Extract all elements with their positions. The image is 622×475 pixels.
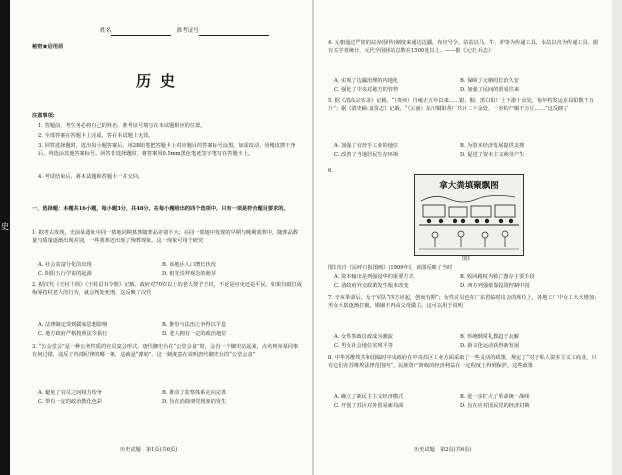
option: A. 确立了新民主主义经济模式 (334, 394, 404, 400)
question-stem: 8. 中华苏维埃共和国临时中央政府在中央苏区工业方面采取了一些灵活的政策，规定了“对于私人资本主义工商业，只有它们在苏维埃法律范围内”。民族资产阶级的经济利益在一定程度上得到保护。这些政策 (328, 355, 597, 369)
question-stem: 3. “公会堂会”是一种公务性质的官员宴会形式。唐代御史台在“公堂会食”时，会有一个御史站起来，点名列举某同事有何过错，违反了内部纪律的哪一条，这就是“弹劾”。这一制度意在说明唐代御史台的“公堂会食” (32, 344, 299, 358)
option: B. 为资本经济发展提供支撑 (460, 143, 525, 149)
option: D. 加强了民间的贸易往来 (460, 87, 520, 93)
notes-title: 注意事项: (32, 113, 55, 119)
option: A. 女性参政议政成为潮流 (334, 334, 393, 340)
option: A. 社会贫富分化的出现 (38, 262, 92, 268)
option: D. 旨在应对国民党的经济封锁 (460, 403, 530, 409)
option: C. 男女社会地位实现平等 (334, 343, 393, 349)
note-item: 2. 全部答案在答题卡上完成，答在本试题上无效。 (38, 133, 154, 139)
cartoon-illustration (415, 175, 523, 255)
option: A. 法律制定受到儒家思想影响 (38, 322, 108, 328)
question-stem: 5. 据《清高宗实录》记载，“（贵州）自雍正五年以来……银、铜、黑白铅厂上下游十余处，每年约发运京局铅数千万斤”；据《清史稿·食货志》记载，“（云南）东川铜铅各厂共计二十余处，一岁约产铜千万斤……”这反映了 (328, 98, 595, 112)
option: D. 西方列强依靠投资控制中国 (460, 283, 530, 289)
question-stem: 6. (328, 168, 333, 174)
option: A. 资本输出是列强侵华的重要方式 (334, 274, 414, 280)
option: C. 开创了苏区对外贸易新局面 (334, 403, 404, 409)
option: D. 促进了资本主义萌芽产生 (460, 152, 525, 158)
question-stem: 2. 据汉代《王杖十简》《王杖诏书令册》记载，政府对70岁以上的老人授予王杖，不论是官吏还是平民，如果有殴打或侮辱持杖老人的行为，就会判处死刑，这反映了汉代 (32, 282, 302, 296)
option: A. 避免了官员之间权力纷争 (38, 390, 103, 396)
option: D. 旨在消除朋党现象的发生 (162, 399, 227, 405)
secret-label: 秘密★启用前 (32, 44, 64, 50)
option: B. 进一步扩大了革命统一战线 (460, 394, 530, 400)
option: C. 强化了中央对地方的管控 (334, 87, 399, 93)
right-edge-strip (612, 0, 622, 475)
question-stem: 4. 元朝通过严密的站赤(驿传)制度来通达边疆，布官号令。站站以马、牛、驴等为传递工具，水站以舟为传递工具。据有关学者统计，元代全国驿站总数在1500处以上。——据《元史·兵志》 (328, 40, 599, 54)
option: C. 带有一定的政治教化色彩 (38, 399, 103, 405)
name-label: 姓名 (100, 28, 112, 34)
option: B. 推动了监察体系走向完善 (162, 390, 227, 396)
cartoon-figure (414, 174, 524, 256)
option: D. 老人拥有一定的政治地位 (162, 331, 227, 337)
left-black-bar (0, 0, 10, 475)
option: D. 祖先崇拜观念的萌芽 (162, 271, 216, 277)
page-footer: 历史试题 第2页(共6页) (414, 447, 472, 453)
option: C. 清政府外交政策发生根本改变 (334, 283, 409, 289)
option: D. 新文化运动获得新发展 (460, 343, 520, 349)
side-tab: 史 (0, 220, 10, 234)
question-stem: 图1出自《民呼日报图画》(1909年)，该图反映了当时 (328, 265, 453, 271)
option: C. 阴阳五行学说的起源 (38, 271, 92, 277)
id-label: 准考证号 (176, 28, 199, 34)
question-stem: 1. 据考古发现，史前某遗址中同一墓地同期墓葬随葬品差别不大；在同一墓地中发现的早期与晚期墓葬中，随葬品数量与质量逐渐出现差别，一些墓葬还出现了殉葬现象。这一现象可用于研究 (32, 230, 298, 244)
option: C. 改善了当地居民生存环境 (334, 152, 399, 158)
option: B. 保障了元朝的长治久安 (460, 78, 519, 84)
page-left (10, 0, 312, 475)
subject-title: 历史 (136, 72, 185, 90)
option: A. 加强了官营手工业的地位 (334, 143, 399, 149)
option: B. 传统纲常礼教趋于瓦解 (460, 334, 519, 340)
figure-title: 拿大粪填聚飘图 (439, 181, 499, 191)
note-item: 1. 答题前，考生务必将自己的姓名、准考证号填写在本试题相应的位置。 (38, 123, 206, 129)
option: B. 推崇与法治之争得以平息 (162, 322, 227, 328)
option: B. 收回路权为救亡图存主要手段 (460, 274, 535, 280)
note-item: 4. 考试结束后，将本试题和答题卡一并交回。 (38, 174, 144, 180)
name-field (100, 28, 269, 36)
option: A. 实现了边疆治理的内地化 (334, 78, 399, 84)
page-footer: 历史试题 第1页(共6页) (120, 447, 178, 453)
option: C. 地方政府严格按照法令执行 (38, 331, 108, 337)
page-right (314, 0, 612, 475)
section-heading: 一、选择题：本题共16小题，每小题3分，共48分。在每小题给出的四个选项中，只有一项是符合题目要求的。 (32, 206, 289, 212)
question-stem: 7. 辛亥革命后，女子军队“四方应起，创而有期”；女性议员也在广东省临时议会的席位上，各地工厂中女工大大增加；男女大防逐渐打破，婚姻不再由父母做主。这可以用于说明 (328, 295, 600, 309)
figure-caption: 图1 (462, 256, 471, 262)
note-item: 3. 回答选择题时，选出每小题答案后，用2B铅笔把答题卡上对应题目的答案标号涂黑。如需改动，用橡皮擦干净后，再选涂其他答案标号。回答非选择题时，将答案用0.5mm黑色笔迹签字笔写在答题卡上。 (38, 143, 296, 157)
option: B. 该地区人口增长状况 (162, 262, 216, 268)
